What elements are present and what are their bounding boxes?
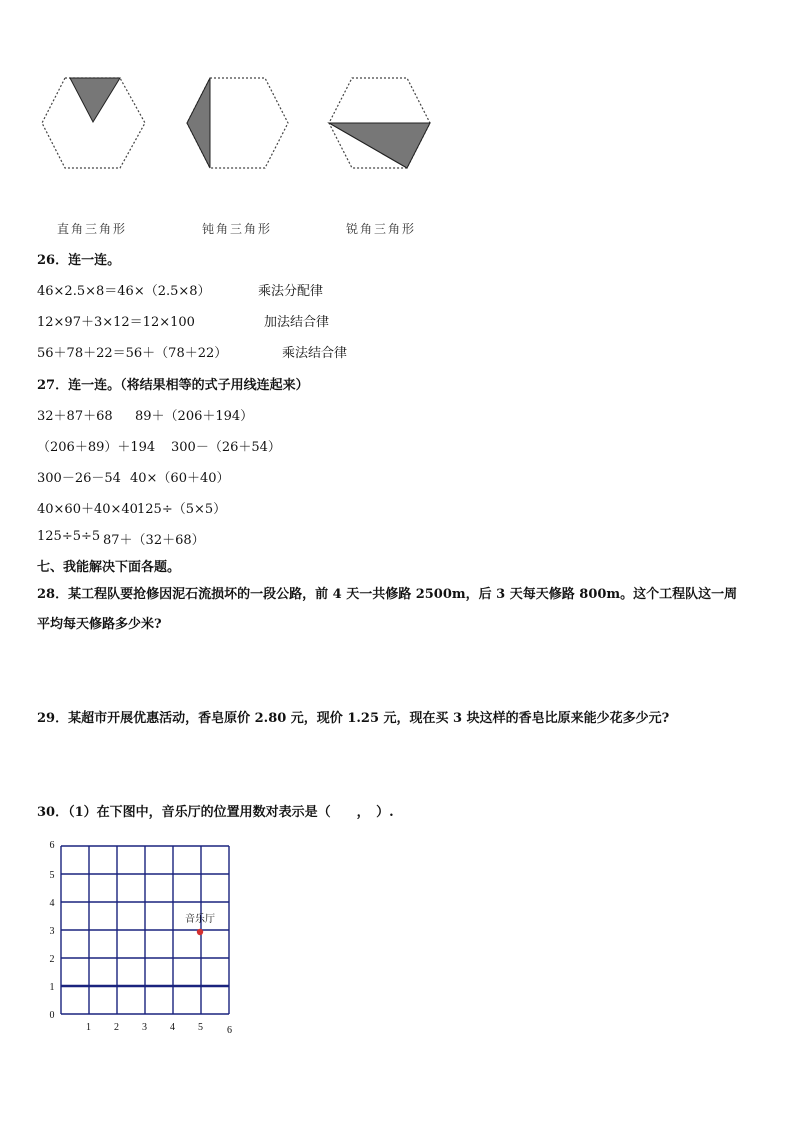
q27-title: 27．连一连。（将结果相等的式子用线连起来）: [37, 378, 309, 393]
q29-text: 29．某超市开展优惠活动，香皂原价 2.80 元，现价 1.25 元，现在买 3 块这样的香皂比原来能少花多少元?: [37, 711, 670, 726]
section-7-title: 七、我能解决下面各题。: [37, 560, 181, 575]
hexagon-right-triangle: [42, 78, 145, 168]
q27-right-1: 89＋（206＋194）: [135, 409, 254, 424]
grid-y-label: 5: [49, 870, 55, 881]
grid-lines: [61, 846, 229, 1014]
q26-title: 26．连一连。: [37, 253, 121, 268]
q27-right-4: 125÷（5×5）: [137, 502, 227, 517]
q28-line-1: 28．某工程队要抢修因泥石流损坏的一段公路，前 4 天一共修路 2500m，后 3 天每天修路 800m。这个工程队这一周: [37, 587, 738, 602]
concert-hall-point: [185, 912, 215, 935]
q27-left-5: 125÷5÷5: [37, 529, 101, 544]
q30-text: 30．（1）在下图中，音乐厅的位置用数对表示是（ ， ）.: [37, 805, 394, 820]
q27-right-2: 300－（26＋54）: [171, 440, 281, 455]
grid-x-label: 4: [170, 1022, 175, 1033]
grid-y-label: 4: [49, 898, 55, 909]
grid-x-label: 1: [86, 1022, 91, 1033]
q28-line-2: 平均每天修路多少米?: [37, 617, 162, 632]
hexagon-obtuse-triangle: [187, 78, 288, 168]
grid-x-label: 3: [142, 1022, 147, 1033]
q26-expr-1: 46×2.5×8＝46×（2.5×8）: [37, 284, 211, 299]
caption-right-triangle: 直角三角形: [57, 222, 128, 236]
grid-y-label: 0: [49, 1010, 55, 1021]
concert-hall-label: 音乐厅: [185, 914, 215, 925]
grid-y-label: 2: [49, 954, 55, 965]
q27-right-5: 87＋（32＋68）: [103, 533, 205, 548]
grid-x-label: 2: [114, 1022, 119, 1033]
grid-labels: [50, 840, 233, 1036]
q26-law-3: 乘法结合律: [282, 346, 348, 361]
q27-left-4: 40×60＋40×40: [37, 502, 138, 517]
grid-x-label: 6: [227, 1025, 232, 1036]
hexagon-figures: [30, 70, 450, 180]
grid-y-label: 6: [49, 840, 55, 851]
caption-obtuse-triangle: 钝角三角形: [202, 222, 273, 236]
q27-left-1: 32＋87＋68: [37, 409, 113, 424]
grid-y-label: 3: [49, 926, 55, 937]
q26-law-1: 乘法分配律: [258, 284, 324, 299]
concert-hall-dot: [197, 929, 203, 935]
q26-law-2: 加法结合律: [264, 315, 330, 330]
caption-acute-triangle: 锐角三角形: [346, 222, 417, 236]
q27-left-3: 300－26－54: [37, 471, 121, 486]
grid-x-label: 5: [198, 1022, 203, 1033]
q27-left-2: （206＋89）＋194: [37, 440, 156, 455]
q26-expr-2: 12×97＋3×12＝12×100: [37, 315, 195, 330]
coordinate-grid: [40, 836, 250, 1038]
grid-y-label: 1: [49, 982, 55, 993]
q26-expr-3: 56＋78＋22＝56＋（78＋22）: [37, 346, 228, 361]
q27-right-3: 40×（60＋40）: [130, 471, 230, 486]
hexagon-acute-triangle: [329, 78, 430, 168]
